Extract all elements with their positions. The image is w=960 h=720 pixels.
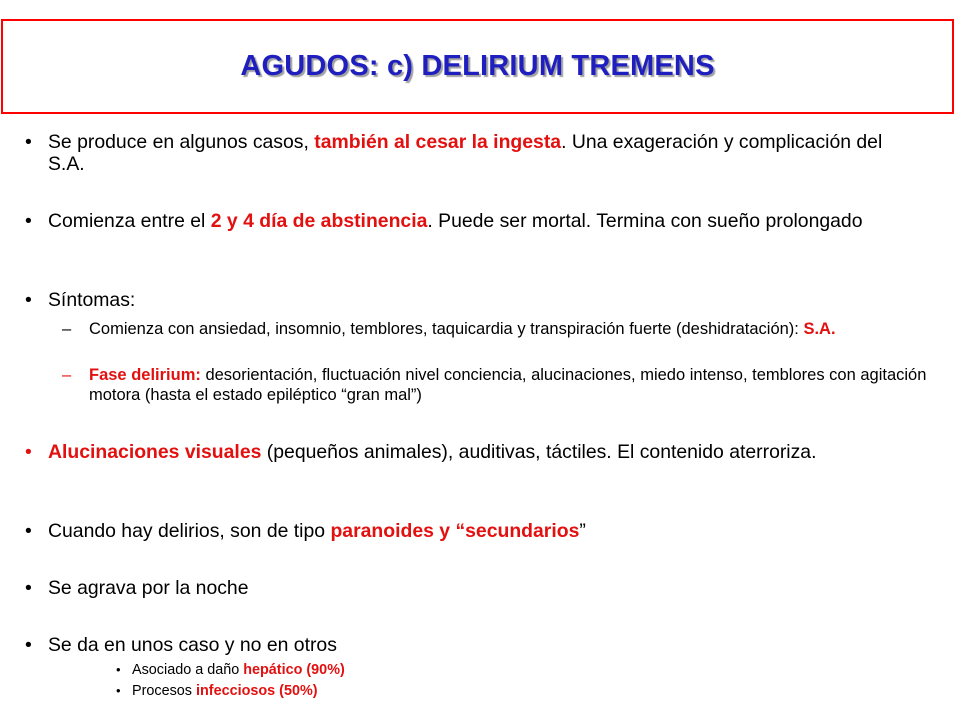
dash-marker: –: [62, 320, 72, 338]
slide-title: AGUDOS: c) DELIRIUM TREMENS: [240, 50, 715, 82]
bullet-marker: •: [25, 131, 32, 153]
bullet-marker: •: [116, 683, 121, 698]
sub-sub-item-text: Procesos infecciosos (50%): [132, 683, 318, 699]
bullet-text: Se agrava por la noche: [48, 577, 249, 599]
bullet-text: Se da en unos caso y no en otros: [48, 634, 337, 656]
bullet-marker: •: [25, 210, 32, 232]
sub-item-text: Fase delirium: desorientación, fluctuación nivel conciencia, alucinaciones, miedo intenso, temblores con agitación motora (hasta el estado epiléptico “gran mal”): [89, 366, 927, 404]
bullet-marker: •: [25, 634, 32, 656]
bullet-text: Se produce en algunos casos, también al cesar la ingesta. Una exageración y complicación del S.A.: [48, 131, 883, 175]
sub-item-text: Comienza con ansiedad, insomnio, temblores, taquicardia y transpiración fuerte (deshidratación): S.A.: [89, 320, 836, 338]
bullet-text: Comienza entre el 2 y 4 día de abstinencia. Puede ser mortal. Termina con sueño prolongado: [48, 210, 863, 232]
bullet-marker: •: [116, 662, 121, 677]
bullet-text: Cuando hay delirios, son de tipo paranoides y “secundarios”: [48, 520, 586, 542]
bullet-marker: •: [25, 520, 32, 542]
bullet-marker: •: [25, 441, 32, 463]
dash-marker: –: [62, 366, 72, 384]
bullet-marker: •: [25, 577, 32, 599]
sub-sub-item-text: Asociado a daño hepático (90%): [132, 662, 345, 678]
bullet-text: Alucinaciones visuales (pequeños animales), auditivas, táctiles. El contenido aterroriza.: [48, 441, 817, 463]
bullet-text: Síntomas:: [48, 289, 136, 311]
bullet-marker: •: [25, 289, 32, 311]
